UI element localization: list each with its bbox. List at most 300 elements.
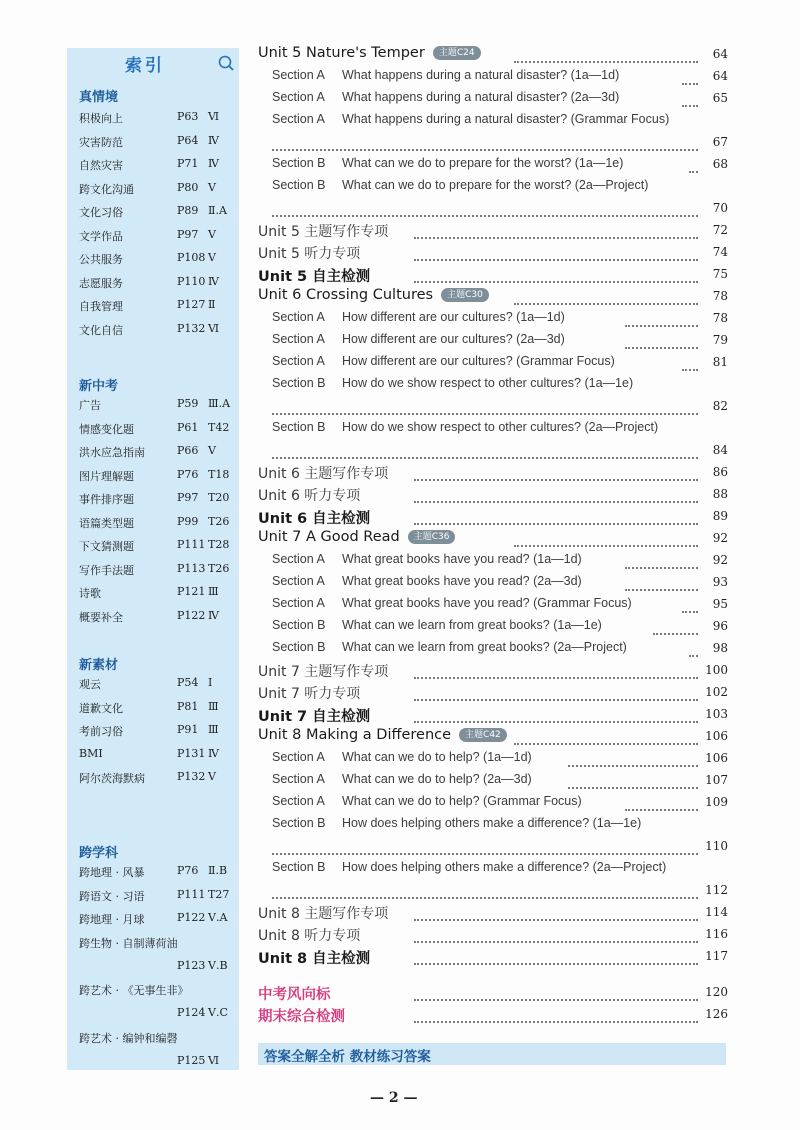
toc-section-entry	[272, 574, 582, 588]
index-row-name: 诗歌	[79, 587, 101, 600]
index-row-name: 广告	[79, 399, 101, 412]
toc-section-entry	[272, 860, 666, 874]
index-row-name: 图片理解题	[79, 469, 134, 483]
index-header	[67, 48, 239, 76]
toc-entry-title	[258, 1005, 345, 1026]
toc-section-text: What can we learn from great books? (1a—1e)	[342, 618, 602, 632]
toc-leader-dots	[272, 397, 698, 415]
toc-section-label: Section A	[272, 332, 325, 346]
index-row	[79, 700, 237, 720]
index-row-name: 文学作品	[79, 229, 123, 243]
toc-entry-title	[258, 661, 388, 681]
index-row	[79, 888, 237, 908]
toc-row	[258, 771, 728, 793]
toc-leader-dots	[414, 485, 698, 503]
toc-entry-title	[258, 463, 388, 483]
toc-leader-dots	[514, 45, 698, 63]
index-row	[79, 204, 237, 224]
toc-leader-dots	[414, 983, 698, 1001]
toc-row	[258, 375, 728, 397]
toc-section-text: What great books have you read? (2a—3d)	[342, 574, 582, 588]
index-row-page: P97	[177, 491, 199, 504]
toc-page-number: 100	[705, 663, 728, 677]
index-row-code: T28	[208, 538, 230, 551]
toc-section-text: What can we do to help? (Grammar Focus)	[342, 794, 582, 808]
index-row-name: 跨艺术 · 《无事生非》	[79, 984, 189, 997]
toc-row	[258, 595, 728, 617]
toc-page-number: 81	[712, 355, 728, 369]
toc-row	[258, 111, 728, 133]
toc-leader-dots	[568, 771, 698, 789]
toc-leader-dots	[514, 287, 698, 305]
index-row-code: Ⅱ	[208, 298, 216, 311]
index-row-name: 语篇类型题	[79, 516, 134, 530]
toc-row	[258, 353, 728, 375]
toc-entry-title	[258, 683, 360, 703]
toc-page-number: 84	[712, 443, 728, 457]
index-row	[79, 770, 237, 790]
toc-section-label: Section A	[272, 750, 325, 764]
toc-theme-badge: 主题C24	[433, 46, 481, 60]
toc-section-label: Section A	[272, 596, 325, 610]
page-number: — 2 —	[370, 1090, 418, 1106]
index-row	[79, 322, 237, 342]
index-row-code: Ⅵ	[208, 1054, 220, 1067]
index-row-code: Ⅴ	[208, 251, 216, 264]
index-row-name: 下文猜测题	[79, 540, 134, 553]
toc-entry-text: Unit 5 Nature's Temper	[258, 45, 425, 61]
index-row-name: 公共服务	[79, 253, 123, 266]
toc-entry-title	[258, 243, 360, 263]
toc-section-entry	[272, 552, 582, 566]
index-row-code: Ⅵ	[208, 321, 220, 335]
index-row	[79, 515, 237, 535]
toc-page-number: 107	[705, 773, 728, 787]
index-row-name: 积极向上	[79, 112, 123, 125]
toc-leader-dots	[272, 441, 698, 459]
index-row	[79, 444, 237, 464]
index-row	[79, 585, 237, 605]
toc-page-number: 72	[712, 223, 728, 237]
toc-section-entry	[272, 68, 619, 82]
toc-leader-dots	[414, 947, 698, 965]
toc-theme-badge: 主题C42	[459, 728, 507, 742]
toc-row	[258, 947, 728, 969]
toc-page-number: 95	[712, 597, 728, 611]
toc-section-label: Section A	[272, 90, 325, 104]
toc-leader-dots	[414, 221, 698, 239]
toc-section-label: Section A	[272, 574, 325, 588]
index-row-name: 跨地理 · 风暴	[79, 866, 145, 879]
index-row-page: P54	[177, 676, 199, 689]
toc-section-text: How different are our cultures? (2a—3d)	[342, 332, 565, 346]
index-row-page: P64	[177, 133, 199, 147]
index-row	[79, 538, 237, 558]
toc-page-number: 93	[712, 575, 728, 589]
toc-row	[258, 617, 728, 639]
index-row	[79, 181, 237, 201]
toc-section-label: Section B	[272, 618, 326, 632]
toc-entry-title	[258, 705, 370, 726]
index-row	[79, 609, 237, 629]
index-row-page: P110	[177, 274, 206, 288]
toc-section-entry	[272, 156, 623, 170]
index-row-code: Ⅵ	[208, 110, 220, 123]
index-row-code: Ⅲ.A	[208, 397, 231, 410]
toc-section-text: What can we do to help? (2a—3d)	[342, 772, 532, 786]
index-row	[79, 676, 237, 696]
toc-page-number: 106	[705, 729, 728, 743]
toc-row	[258, 265, 728, 287]
toc-page-number: 78	[712, 311, 728, 325]
index-row-page: P59	[177, 397, 199, 410]
toc-section-label: Section B	[272, 640, 326, 654]
toc-entry-text: Unit 5 主题写作专项	[258, 224, 389, 240]
toc-row	[258, 573, 728, 595]
toc-row-continued	[258, 397, 728, 419]
toc-section-entry	[272, 750, 532, 764]
index-row-page: P61	[177, 420, 199, 434]
toc-entry-text: 中考风向标	[258, 987, 331, 1003]
toc-leader-dots	[414, 265, 698, 283]
index-row-page: P76	[177, 467, 199, 481]
toc-row	[258, 815, 728, 837]
index-row-code: Ⅴ.C	[208, 1006, 228, 1019]
toc-section-text: What can we do to prepare for the worst? (2a—Project)	[342, 178, 649, 192]
index-row-page: P122	[177, 608, 206, 622]
toc-entry-title	[258, 925, 360, 945]
toc-theme-badge: 主题C30	[441, 288, 489, 302]
toc-page-number: 65	[712, 91, 728, 105]
index-row-page: P132	[177, 321, 206, 335]
index-row-page: P121	[177, 585, 206, 598]
toc-row	[258, 1005, 728, 1027]
toc-row	[258, 661, 728, 683]
toc-section-text: What happens during a natural disaster? (2a—3d)	[342, 90, 620, 104]
toc-row	[258, 683, 728, 705]
toc-page-number: 112	[705, 883, 728, 897]
index-row-page: P131	[177, 746, 206, 760]
index-row-page: P97	[177, 227, 199, 241]
toc-row	[258, 45, 728, 67]
toc-leader-dots	[682, 353, 698, 371]
toc-section-label: Section A	[272, 772, 325, 786]
toc-section-text: How different are our cultures? (Grammar Focus)	[342, 354, 615, 368]
toc-row	[258, 749, 728, 771]
index-row-code: Ⅳ	[208, 746, 219, 760]
toc-section-label: Section A	[272, 552, 325, 566]
toc-leader-dots	[653, 617, 698, 635]
toc-leader-dots	[514, 727, 698, 745]
toc-row	[258, 309, 728, 331]
index-row-code: T26	[208, 514, 230, 528]
index-row-name: 跨地理 · 月球	[79, 913, 145, 926]
toc-section-text: What can we do to prepare for the worst? (1a—1e)	[342, 156, 624, 170]
index-row-name: 观云	[79, 678, 101, 691]
index-section-title: 新素材	[79, 658, 119, 673]
toc-row	[258, 639, 728, 661]
toc-section-entry	[272, 596, 632, 610]
toc-section-label: Section A	[272, 310, 325, 324]
index-row-name: 写作手法题	[79, 563, 134, 577]
index-row-page: P89	[177, 204, 199, 217]
toc-section-entry	[272, 816, 641, 830]
toc-entry-text: Unit 6 听力专项	[258, 488, 361, 504]
toc-entry-title	[258, 903, 388, 923]
toc-leader-dots	[272, 837, 698, 855]
toc-section-label: Section A	[272, 794, 325, 808]
toc-section-label: Section A	[272, 354, 325, 368]
toc-row	[258, 727, 728, 749]
toc-section-text: How does helping others make a difference? (2a—Project)	[342, 860, 667, 874]
toc-entry-text: Unit 7 A Good Read	[258, 529, 400, 545]
toc-entry-title	[258, 507, 370, 528]
search-icon	[217, 54, 235, 72]
index-row-code: T26	[208, 561, 230, 575]
toc-row-continued	[258, 441, 728, 463]
index-section-title: 新中考	[79, 379, 119, 394]
toc-page-number: 98	[712, 641, 728, 655]
toc-row	[258, 507, 728, 529]
toc-section-entry	[272, 420, 658, 434]
toc-section-text: How different are our cultures? (1a—1d)	[342, 310, 565, 324]
toc-entry-text: Unit 5 自主检测	[258, 269, 371, 285]
toc-page-number: 116	[705, 927, 728, 941]
toc-row	[258, 551, 728, 573]
toc-entry-title	[258, 983, 331, 1004]
toc-row	[258, 89, 728, 111]
toc-page-number: 103	[705, 707, 728, 721]
toc-leader-dots	[682, 67, 698, 85]
index-row-page: P124	[177, 1006, 206, 1019]
index-title: 索引	[125, 56, 165, 76]
index-row	[79, 134, 237, 154]
index-row-name: 文化自信	[79, 323, 123, 337]
toc-page-number: 109	[705, 795, 728, 809]
index-row-code: T20	[208, 491, 230, 504]
answer-bar	[258, 1043, 726, 1065]
index-row-code: Ⅴ.A	[208, 911, 228, 924]
toc-page-number: 75	[712, 267, 728, 281]
index-row-name: BMI	[79, 746, 103, 760]
toc-entry-title	[258, 485, 360, 505]
toc-section-entry	[272, 772, 532, 786]
index-row-name: 概要补全	[79, 610, 123, 624]
toc-leader-dots	[682, 595, 698, 613]
toc-leader-dots	[625, 331, 698, 349]
index-row-code: Ⅴ	[208, 180, 216, 194]
toc-section-label: Section B	[272, 420, 326, 434]
toc-row	[258, 419, 728, 441]
index-row-name: 自我管理	[79, 300, 123, 313]
toc-page-number: 114	[705, 905, 728, 919]
toc-section-entry	[272, 310, 565, 324]
index-sidebar	[67, 48, 239, 1070]
index-row-page: P111	[177, 538, 206, 551]
toc-page-number: 86	[712, 465, 728, 479]
toc-section-text: How does helping others make a difference? (1a—1e)	[342, 816, 642, 830]
toc-leader-dots	[625, 573, 698, 591]
toc-leader-dots	[625, 309, 698, 327]
toc-unit-title	[258, 529, 455, 545]
index-row-page: P132	[177, 770, 206, 783]
toc-row	[258, 155, 728, 177]
toc-page-number: 64	[712, 69, 728, 83]
index-row-code: T27	[208, 888, 230, 901]
toc-page-number: 106	[705, 751, 728, 765]
toc-row	[258, 485, 728, 507]
answer-bar-label: 答案全解全析 教材练习答案	[264, 1049, 431, 1065]
toc-page-number: 117	[705, 949, 728, 963]
index-row-page: P71	[177, 157, 199, 170]
index-row	[79, 491, 237, 511]
toc-section-entry	[272, 90, 619, 104]
toc-row-continued	[258, 881, 728, 903]
index-row-code: Ⅴ	[208, 444, 216, 457]
index-row-name: 阿尔茨海默病	[79, 772, 145, 785]
index-row-code: Ⅳ	[208, 608, 219, 622]
index-row-page: P125	[177, 1054, 206, 1067]
toc-page-number: 110	[705, 839, 728, 853]
index-row-name: 考前习俗	[79, 725, 123, 738]
index-row-code: Ⅴ.B	[208, 959, 228, 972]
index-row	[79, 747, 237, 767]
toc-section-text: What great books have you read? (Grammar Focus)	[342, 596, 632, 610]
toc-section-text: What can we learn from great books? (2a—Project)	[342, 640, 627, 654]
index-row	[79, 228, 237, 248]
toc-entry-text: Unit 8 听力专项	[258, 928, 361, 944]
index-row-code: Ⅲ	[208, 723, 219, 736]
index-row-name: 跨文化沟通	[79, 182, 134, 196]
index-row-page: P111	[177, 888, 206, 901]
toc-unit-title	[258, 45, 481, 61]
toc-page-number: 102	[705, 685, 728, 699]
index-row-code: T18	[208, 467, 230, 481]
toc-section-text: How do we show respect to other cultures? (2a—Project)	[342, 420, 659, 434]
toc-entry-text: Unit 8 Making a Difference	[258, 727, 452, 743]
toc-row	[258, 859, 728, 881]
toc-row	[258, 903, 728, 925]
index-row-page: P80	[177, 180, 199, 194]
toc-entry-text: Unit 5 听力专项	[258, 246, 361, 262]
toc-entry-text: Unit 7 主题写作专项	[258, 664, 389, 680]
toc-leader-dots	[272, 881, 698, 899]
toc-page-number: 64	[712, 47, 728, 61]
toc-entry-text: Unit 7 自主检测	[258, 709, 371, 725]
toc-row-continued	[258, 837, 728, 859]
toc-leader-dots	[414, 1005, 698, 1023]
index-row-page: P122	[177, 911, 206, 924]
toc-page-number: 68	[712, 157, 728, 171]
toc-row	[258, 793, 728, 815]
toc-entry-title	[258, 947, 370, 968]
index-row-code: Ⅲ	[208, 585, 219, 598]
toc-row	[258, 243, 728, 265]
toc-page-number: 78	[712, 289, 728, 303]
toc-leader-dots	[272, 199, 698, 217]
index-row	[79, 251, 237, 271]
toc-row-continued	[258, 133, 728, 155]
toc-section-text: What happens during a natural disaster? (1a—1d)	[342, 68, 620, 82]
toc-row	[258, 221, 728, 243]
toc-section-entry	[272, 376, 633, 390]
index-row-page: P123	[177, 959, 206, 972]
index-row-page: P76	[177, 864, 199, 877]
toc-section-entry	[272, 640, 627, 654]
index-row-name: 跨艺术 · 编钟和编磬	[79, 1032, 178, 1045]
toc-page-number: 92	[712, 553, 728, 567]
toc-entry-text: Unit 6 自主检测	[258, 511, 371, 527]
toc-row	[258, 177, 728, 199]
index-row	[79, 1030, 237, 1067]
toc-page-number: 67	[712, 135, 728, 149]
toc-section-entry	[272, 354, 615, 368]
toc-page-number: 88	[712, 487, 728, 501]
toc-row	[258, 287, 728, 309]
index-row	[79, 397, 237, 417]
toc-section-label: Section A	[272, 112, 325, 126]
toc-section-label: Section B	[272, 178, 326, 192]
toc-entry-text: Unit 8 主题写作专项	[258, 906, 389, 922]
index-row	[79, 157, 237, 177]
index-row	[79, 110, 237, 130]
toc-leader-dots	[682, 89, 698, 107]
toc-section-entry	[272, 794, 582, 808]
toc-section-label: Section B	[272, 376, 326, 390]
toc-section-entry	[272, 332, 565, 346]
toc-section-text: What can we do to help? (1a—1d)	[342, 750, 532, 764]
index-row-code: Ⅴ	[208, 770, 216, 783]
toc-section-text: What happens during a natural disaster? (Grammar Focus)	[342, 112, 670, 126]
toc-page-number: 89	[712, 509, 728, 523]
toc-row	[258, 67, 728, 89]
toc-section-entry	[272, 178, 648, 192]
index-row-page: P113	[177, 561, 206, 575]
toc-section-entry	[272, 112, 669, 126]
index-row	[79, 935, 237, 972]
toc-page-number: 70	[712, 201, 728, 215]
index-row-name: 跨语文 · 习语	[79, 890, 145, 903]
index-section-title: 真情境	[79, 90, 119, 105]
toc-leader-dots	[514, 529, 698, 547]
toc-entry-title	[258, 221, 388, 241]
toc-section-label: Section A	[272, 68, 325, 82]
toc-page-number: 74	[712, 245, 728, 259]
index-row-code: Ⅳ	[208, 133, 219, 147]
index-row-name: 自然灾害	[79, 159, 123, 172]
index-row-name: 文化习俗	[79, 206, 123, 219]
toc-leader-dots	[689, 639, 698, 657]
index-row-code: Ⅴ	[208, 227, 216, 241]
index-row-page: P63	[177, 110, 199, 123]
toc-theme-badge: 主题C36	[408, 530, 456, 544]
index-row	[79, 421, 237, 441]
index-row	[79, 468, 237, 488]
toc-leader-dots	[625, 551, 698, 569]
index-row-name: 道歉文化	[79, 701, 123, 715]
toc-row	[258, 331, 728, 353]
toc-page-number: 96	[712, 619, 728, 633]
index-row-page: P108	[177, 251, 206, 264]
index-row-name: 情感变化题	[79, 422, 134, 436]
toc-unit-title	[258, 727, 507, 743]
index-row-page: P99	[177, 514, 199, 528]
toc-unit-title	[258, 287, 489, 303]
toc-leader-dots	[272, 133, 698, 151]
index-row-code: Ⅰ	[208, 676, 213, 689]
toc-row	[258, 529, 728, 551]
toc-leader-dots	[625, 793, 698, 811]
